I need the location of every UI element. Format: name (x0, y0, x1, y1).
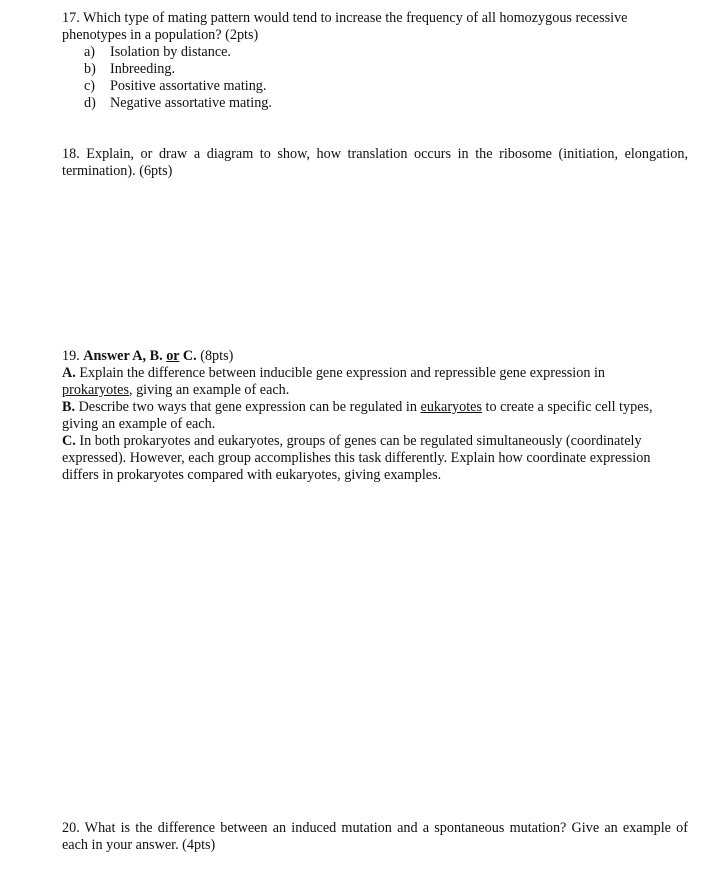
question-17-line-2: phenotypes in a population? (2pts) (62, 27, 259, 43)
part-a-text: Explain the difference between inducible gene expression and repressible gene expression in (75, 365, 606, 381)
option-c (62, 78, 690, 95)
eukaryotes-underlined: eukaryotes (420, 399, 482, 415)
question-20 (62, 820, 688, 854)
option-text: Positive assortative mating. (110, 78, 267, 94)
option-a (62, 44, 690, 61)
part-b (62, 399, 684, 433)
heading-points: (8pts) (196, 348, 234, 364)
question-17 (62, 10, 690, 112)
prokaryotes-underlined: prokaryotes (62, 382, 129, 398)
option-letter: d) (84, 95, 96, 111)
heading-bold-a-b: Answer A, B. (83, 348, 167, 364)
question-number: 19. (62, 348, 84, 364)
question-18 (62, 146, 688, 180)
heading-bold-c: C. (179, 348, 197, 364)
option-d (62, 95, 690, 112)
option-letter: c) (84, 78, 96, 94)
question-17-line-1: 17. Which type of mating pattern would tend to increase the frequency of all homozygous recessive (62, 10, 628, 26)
question-19 (62, 348, 684, 484)
part-b-label: B. (62, 399, 76, 415)
option-text: Inbreeding. (110, 61, 176, 77)
part-b-text-end: to create a specific cell types, giving an example of each. (62, 399, 653, 432)
question-18-text: 18. Explain, or draw a diagram to show, how translation occurs in the ribosome (initiation, elongation, termination). (6pts) (62, 146, 688, 179)
option-text: Negative assortative mating. (110, 95, 272, 111)
option-text: Isolation by distance. (110, 44, 231, 60)
part-a-label: A. (62, 365, 76, 381)
part-c-label: C. (62, 433, 76, 449)
option-letter: b) (84, 61, 96, 77)
option-letter: a) (84, 44, 96, 60)
part-c-text: In both prokaryotes and eukaryotes, groups of genes can be regulated simultaneously (coordinately expressed). However, each group accomplishes this task differently. Explain how coordinate expression differs in prokaryotes compared with eukaryotes, giving examples. (62, 433, 651, 483)
part-a-text-end: , giving an example of each. (128, 382, 290, 398)
part-c (62, 433, 684, 484)
part-b-text: Describe two ways that gene expression can be regulated in (75, 399, 421, 415)
heading-bold-or: or (166, 348, 180, 364)
part-a (62, 365, 684, 399)
option-b (62, 61, 690, 78)
question-20-text: 20. What is the difference between an induced mutation and a spontaneous mutation? Give an example of each in your answer. (4pts) (62, 820, 688, 853)
question-19-heading (62, 348, 684, 365)
